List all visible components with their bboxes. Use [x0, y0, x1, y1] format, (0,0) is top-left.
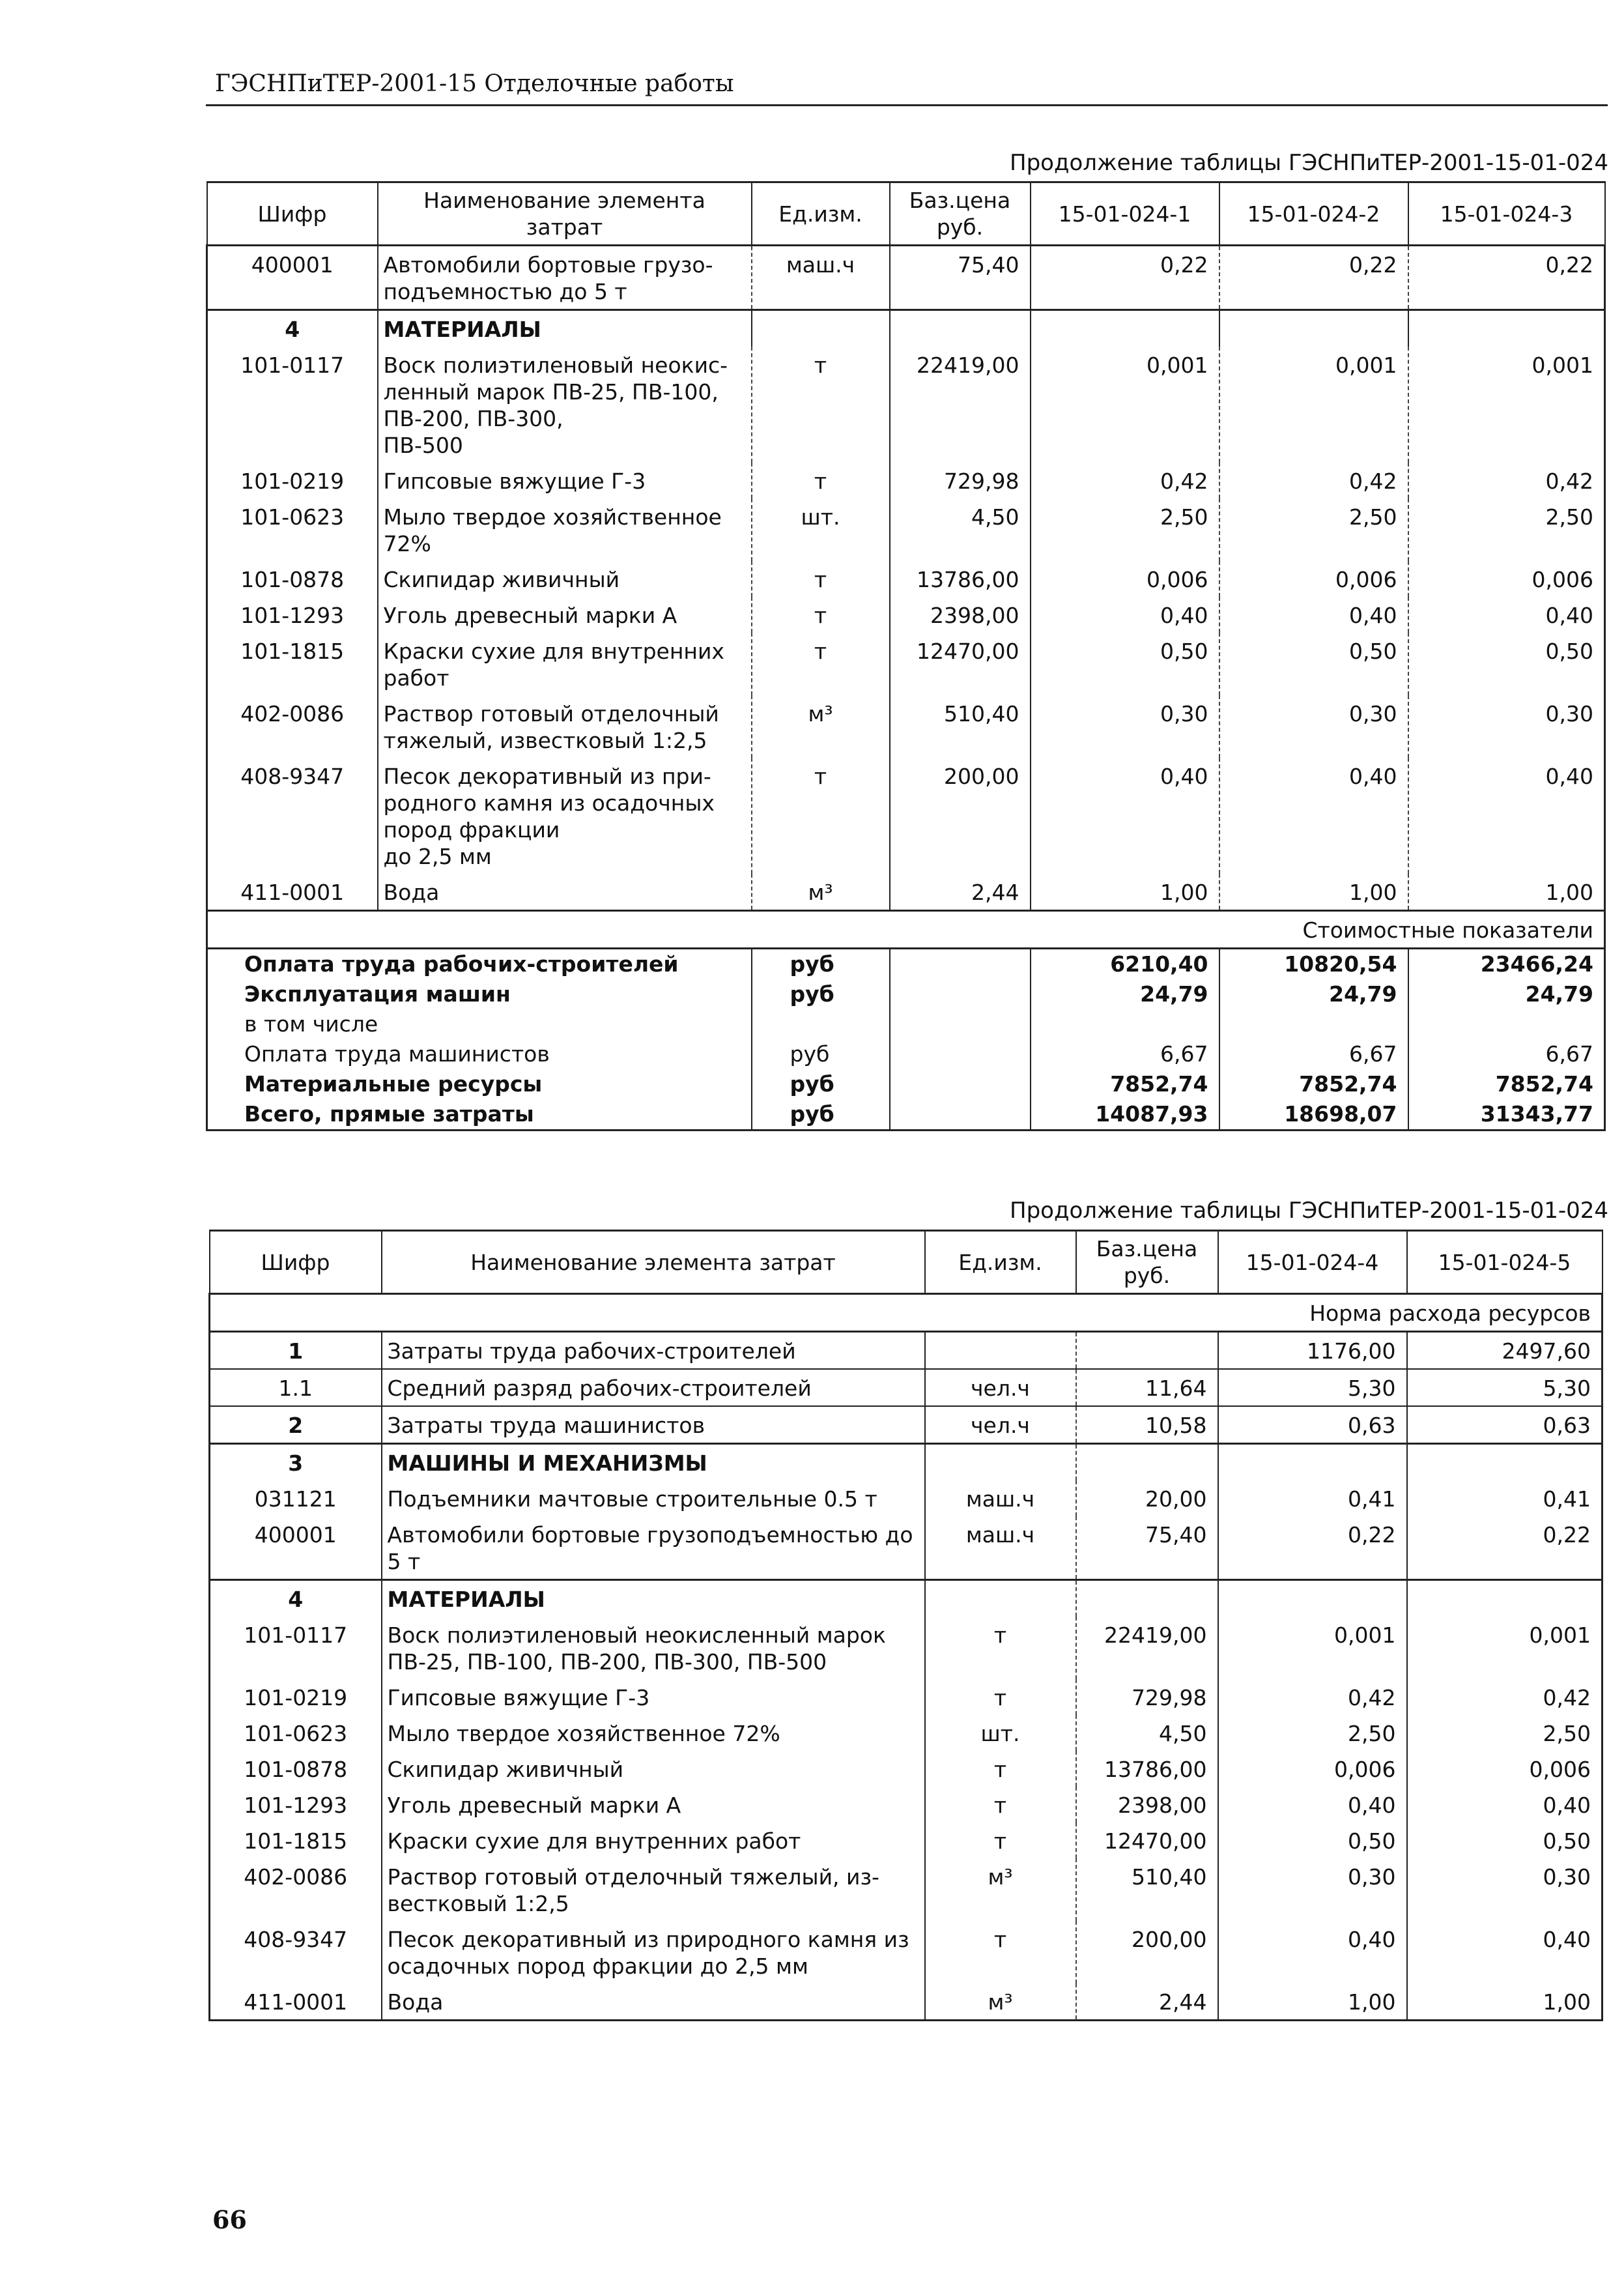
page-number: 66 — [212, 2205, 247, 2234]
resource-name: Уголь древесный марки А — [378, 597, 752, 633]
norm-value-4: 0,40 — [1218, 1921, 1407, 1983]
resource-code: 101-0219 — [210, 1679, 382, 1715]
cost-value-3: 6,67 — [1408, 1039, 1605, 1069]
resource-code: 101-0117 — [207, 347, 378, 463]
resource-unit: т — [752, 597, 890, 633]
header-rule — [206, 104, 1608, 106]
col-header-name: Наименование элемента затрат — [382, 1231, 925, 1294]
norm-value-4: 1,00 — [1218, 1983, 1407, 2021]
resource-unit: маш.ч — [752, 246, 890, 310]
table-row — [210, 1332, 1603, 1370]
table-row — [210, 1369, 1603, 1406]
cost-row — [207, 1099, 1605, 1131]
cost-value-1: 24,79 — [1031, 979, 1219, 1009]
empty-cell — [925, 1580, 1076, 1617]
norm-value-5: 0,40 — [1407, 1921, 1603, 1983]
empty-cell — [890, 1069, 1031, 1099]
table-row — [207, 246, 1605, 310]
resource-unit: м³ — [752, 695, 890, 758]
resource-base-price: 75,40 — [1076, 1516, 1218, 1580]
norm-value-2: 0,30 — [1219, 695, 1408, 758]
resource-base-price: 75,40 — [890, 246, 1031, 310]
resource-base-price: 200,00 — [1076, 1921, 1218, 1983]
cost-value-1: 14087,93 — [1031, 1099, 1219, 1131]
norm-value-2: 2,50 — [1219, 498, 1408, 561]
table1 — [206, 181, 1606, 1131]
norm-value-1: 0,006 — [1031, 561, 1219, 597]
table-row — [207, 347, 1605, 463]
resource-unit: т — [925, 1921, 1076, 1983]
resource-code: 400001 — [207, 246, 378, 310]
table-row — [210, 1480, 1603, 1516]
norm-value-1: 0,30 — [1031, 695, 1219, 758]
running-header: ГЭСНПиТЕР-2001-15 Отделочные работы — [215, 70, 734, 97]
norm-value-1: 0,22 — [1031, 246, 1219, 310]
norm-value-2: 0,40 — [1219, 597, 1408, 633]
resource-base-price: 22419,00 — [890, 347, 1031, 463]
cost-unit: руб — [752, 949, 890, 980]
cost-row — [207, 1039, 1605, 1069]
resource-name: Мыло твердое хозяйственное 72% — [378, 498, 752, 561]
cost-value-2: 6,67 — [1219, 1039, 1408, 1069]
col-header-variant-3: 15-01-024-3 — [1408, 182, 1605, 246]
table-row — [207, 463, 1605, 498]
cost-unit: руб — [752, 1069, 890, 1099]
resource-base-price: 2398,00 — [890, 597, 1031, 633]
norm-value-5: 2,50 — [1407, 1715, 1603, 1751]
norm-value-5: 0,42 — [1407, 1679, 1603, 1715]
table2 — [208, 1230, 1603, 2021]
resource-name: Воск полиэтиленовый неокис- ленный марок ПВ-25, ПВ-100, ПВ-200, ПВ-300, ПВ-500 — [378, 347, 752, 463]
empty-cell — [890, 979, 1031, 1009]
cost-value-1 — [1031, 1009, 1219, 1039]
resource-code: 101-0117 — [210, 1617, 382, 1679]
norm-header-row — [210, 1294, 1603, 1332]
norm-value-5: 0,001 — [1407, 1617, 1603, 1679]
resource-code: 2 — [210, 1406, 382, 1444]
empty-cell — [1408, 310, 1605, 347]
table-row — [207, 633, 1605, 695]
norm-value-1: 0,50 — [1031, 633, 1219, 695]
table-row — [210, 1823, 1603, 1858]
cost-label: Материальные ресурсы — [207, 1069, 752, 1099]
norm-value-2: 1,00 — [1219, 874, 1408, 911]
cost-value-3 — [1408, 1009, 1605, 1039]
resource-name: Воск полиэтиленовый неокисленный марок ПВ-25, ПВ-100, ПВ-200, ПВ-300, ПВ-500 — [382, 1617, 925, 1679]
norm-value-1: 2,50 — [1031, 498, 1219, 561]
norm-value-3: 0,001 — [1408, 347, 1605, 463]
resource-code: 400001 — [210, 1516, 382, 1580]
norm-value-4: 0,001 — [1218, 1617, 1407, 1679]
table-row — [210, 1858, 1603, 1921]
resource-name: Песок декоративный из при- родного камня из осадочных пород фракции до 2,5 мм — [378, 758, 752, 874]
resource-name: МАШИНЫ И МЕХАНИЗМЫ — [382, 1444, 925, 1481]
resource-code: 101-0878 — [207, 561, 378, 597]
resource-code: 3 — [210, 1444, 382, 1481]
resource-name: Мыло твердое хозяйственное 72% — [382, 1715, 925, 1751]
table-row — [207, 695, 1605, 758]
table-row — [210, 1921, 1603, 1983]
resource-name: Средний разряд рабочих-строителей — [382, 1369, 925, 1406]
resource-unit: шт. — [925, 1715, 1076, 1751]
norm-value-1: 0,40 — [1031, 597, 1219, 633]
resource-name: Гипсовые вяжущие Г-3 — [378, 463, 752, 498]
cost-value-3: 31343,77 — [1408, 1099, 1605, 1131]
norm-value-4: 0,50 — [1218, 1823, 1407, 1858]
resource-code: 101-0878 — [210, 1751, 382, 1787]
norm-value-4: 0,30 — [1218, 1858, 1407, 1921]
resource-base-price: 22419,00 — [1076, 1617, 1218, 1679]
norm-value-2: 0,40 — [1219, 758, 1408, 874]
resource-base-price: 2398,00 — [1076, 1787, 1218, 1823]
col-header-price: Баз.цена руб. — [1076, 1231, 1218, 1294]
resource-code: 101-0623 — [207, 498, 378, 561]
table-row — [210, 1751, 1603, 1787]
norm-value-1: 0,42 — [1031, 463, 1219, 498]
cost-indicators-header: Стоимостные показатели — [207, 911, 1605, 949]
table2-continuation-caption: Продолжение таблицы ГЭСНПиТЕР-2001-15-01-024 — [1010, 1198, 1609, 1224]
section-row — [207, 310, 1605, 347]
resource-name: Подъемники мачтовые строительные 0.5 т — [382, 1480, 925, 1516]
resource-code: 411-0001 — [207, 874, 378, 911]
resource-code: 4 — [207, 310, 378, 347]
norm-header: Норма расхода ресурсов — [210, 1294, 1603, 1332]
col-header-variant-2: 15-01-024-2 — [1219, 182, 1408, 246]
resource-name: Уголь древесный марки А — [382, 1787, 925, 1823]
resource-unit: чел.ч — [925, 1369, 1076, 1406]
resource-name: Краски сухие для внутренних работ — [382, 1823, 925, 1858]
norm-value-3: 0,40 — [1408, 597, 1605, 633]
resource-name: Скипидар живичный — [382, 1751, 925, 1787]
resource-name: Затраты труда машинистов — [382, 1406, 925, 1444]
norm-value-4: 0,42 — [1218, 1679, 1407, 1715]
cost-value-3: 24,79 — [1408, 979, 1605, 1009]
norm-value-3: 0,22 — [1408, 246, 1605, 310]
table-row — [207, 498, 1605, 561]
resource-name: Раствор готовый отделочный тяжелый, известковый 1:2,5 — [378, 695, 752, 758]
empty-cell — [890, 1009, 1031, 1039]
resource-base-price: 13786,00 — [890, 561, 1031, 597]
resource-code: 101-1293 — [207, 597, 378, 633]
resource-unit: т — [752, 463, 890, 498]
norm-value-5: 0,22 — [1407, 1516, 1603, 1580]
norm-value-1: 1,00 — [1031, 874, 1219, 911]
resource-base-price — [1076, 1332, 1218, 1370]
resource-name: Гипсовые вяжущие Г-3 — [382, 1679, 925, 1715]
cost-indicators-header-row — [207, 911, 1605, 949]
cost-row — [207, 979, 1605, 1009]
empty-cell — [890, 1039, 1031, 1069]
resource-base-price: 729,98 — [1076, 1679, 1218, 1715]
empty-cell — [890, 310, 1031, 347]
table-row — [210, 1983, 1603, 2021]
resource-code: 408-9347 — [207, 758, 378, 874]
col-header-name: Наименование элемента затрат — [378, 182, 752, 246]
resource-unit: т — [925, 1617, 1076, 1679]
norm-value-5: 0,41 — [1407, 1480, 1603, 1516]
norm-value-4: 0,006 — [1218, 1751, 1407, 1787]
resource-code: 402-0086 — [207, 695, 378, 758]
resource-unit: т — [925, 1787, 1076, 1823]
cost-value-3: 7852,74 — [1408, 1069, 1605, 1099]
norm-value-4: 5,30 — [1218, 1369, 1407, 1406]
resource-unit — [925, 1332, 1076, 1370]
norm-value-3: 0,42 — [1408, 463, 1605, 498]
norm-value-4: 0,63 — [1218, 1406, 1407, 1444]
norm-value-3: 0,006 — [1408, 561, 1605, 597]
resource-base-price: 4,50 — [1076, 1715, 1218, 1751]
norm-value-3: 2,50 — [1408, 498, 1605, 561]
norm-value-4: 0,22 — [1218, 1516, 1407, 1580]
norm-value-4: 1176,00 — [1218, 1332, 1407, 1370]
resource-name: Раствор готовый отделочный тяжелый, из- вестковый 1:2,5 — [382, 1858, 925, 1921]
cost-value-1: 6,67 — [1031, 1039, 1219, 1069]
table-row — [207, 597, 1605, 633]
norm-value-3: 1,00 — [1408, 874, 1605, 911]
resource-code: 4 — [210, 1580, 382, 1617]
table-row — [210, 1617, 1603, 1679]
cost-value-2: 18698,07 — [1219, 1099, 1408, 1131]
norm-value-5: 5,30 — [1407, 1369, 1603, 1406]
cost-value-2: 10820,54 — [1219, 949, 1408, 980]
table-row — [210, 1715, 1603, 1751]
resource-name: Скипидар живичный — [378, 561, 752, 597]
cost-unit: руб — [752, 979, 890, 1009]
empty-cell — [1218, 1580, 1407, 1617]
table1-header-row — [207, 182, 1605, 246]
table-row — [210, 1787, 1603, 1823]
norm-value-2: 0,006 — [1219, 561, 1408, 597]
table2-header-row — [210, 1231, 1603, 1294]
col-header-unit: Ед.изм. — [925, 1231, 1076, 1294]
cost-unit: руб — [752, 1039, 890, 1069]
resource-base-price: 200,00 — [890, 758, 1031, 874]
resource-unit: т — [752, 633, 890, 695]
col-header-variant-4: 15-01-024-4 — [1218, 1231, 1407, 1294]
cost-value-2: 7852,74 — [1219, 1069, 1408, 1099]
resource-unit: м³ — [925, 1858, 1076, 1921]
empty-cell — [1407, 1444, 1603, 1481]
empty-cell — [1076, 1444, 1218, 1481]
resource-name: МАТЕРИАЛЫ — [378, 310, 752, 347]
cost-unit — [752, 1009, 890, 1039]
resource-unit: маш.ч — [925, 1480, 1076, 1516]
cost-label: Оплата труда машинистов — [207, 1039, 752, 1069]
cost-row — [207, 949, 1605, 980]
norm-value-2: 0,42 — [1219, 463, 1408, 498]
empty-cell — [1219, 310, 1408, 347]
cost-unit: руб — [752, 1099, 890, 1131]
empty-cell — [1031, 310, 1219, 347]
resource-base-price: 729,98 — [890, 463, 1031, 498]
resource-code: 101-1815 — [207, 633, 378, 695]
empty-cell — [1218, 1444, 1407, 1481]
norm-value-2: 0,22 — [1219, 246, 1408, 310]
resource-name: Вода — [378, 874, 752, 911]
resource-base-price: 12470,00 — [890, 633, 1031, 695]
norm-value-4: 2,50 — [1218, 1715, 1407, 1751]
empty-cell — [1407, 1580, 1603, 1617]
norm-value-5: 0,50 — [1407, 1823, 1603, 1858]
norm-value-1: 0,001 — [1031, 347, 1219, 463]
resource-base-price: 11,64 — [1076, 1369, 1218, 1406]
resource-code: 1.1 — [210, 1369, 382, 1406]
resource-code: 101-0219 — [207, 463, 378, 498]
table-row — [207, 561, 1605, 597]
norm-value-5: 0,30 — [1407, 1858, 1603, 1921]
col-header-price: Баз.цена руб. — [890, 182, 1031, 246]
table1-continuation-caption: Продолжение таблицы ГЭСНПиТЕР-2001-15-01-024 — [1010, 150, 1609, 176]
norm-value-5: 1,00 — [1407, 1983, 1603, 2021]
resource-unit: м³ — [925, 1983, 1076, 2021]
section-row — [210, 1444, 1603, 1481]
norm-value-5: 0,40 — [1407, 1787, 1603, 1823]
norm-value-3: 0,40 — [1408, 758, 1605, 874]
norm-value-4: 0,41 — [1218, 1480, 1407, 1516]
cost-row — [207, 1009, 1605, 1039]
norm-value-5: 0,006 — [1407, 1751, 1603, 1787]
resource-unit: т — [752, 347, 890, 463]
resource-code: 1 — [210, 1332, 382, 1370]
resource-base-price: 2,44 — [890, 874, 1031, 911]
table-row — [207, 874, 1605, 911]
table-row — [210, 1679, 1603, 1715]
col-header-code: Шифр — [210, 1231, 382, 1294]
norm-value-3: 0,50 — [1408, 633, 1605, 695]
col-header-variant-1: 15-01-024-1 — [1031, 182, 1219, 246]
resource-name: МАТЕРИАЛЫ — [382, 1580, 925, 1617]
resource-base-price: 510,40 — [1076, 1858, 1218, 1921]
resource-name: Краски сухие для внутренних работ — [378, 633, 752, 695]
norm-value-1: 0,40 — [1031, 758, 1219, 874]
resource-base-price: 20,00 — [1076, 1480, 1218, 1516]
resource-unit: шт. — [752, 498, 890, 561]
table-row — [210, 1516, 1603, 1580]
norm-value-5: 2497,60 — [1407, 1332, 1603, 1370]
table-row — [210, 1406, 1603, 1444]
resource-code: 402-0086 — [210, 1858, 382, 1921]
resource-unit: т — [752, 758, 890, 874]
resource-unit: чел.ч — [925, 1406, 1076, 1444]
resource-unit: т — [925, 1751, 1076, 1787]
norm-value-4: 0,40 — [1218, 1787, 1407, 1823]
resource-unit: т — [925, 1679, 1076, 1715]
empty-cell — [752, 310, 890, 347]
cost-row — [207, 1069, 1605, 1099]
resource-code: 031121 — [210, 1480, 382, 1516]
cost-value-3: 23466,24 — [1408, 949, 1605, 980]
resource-code: 411-0001 — [210, 1983, 382, 2021]
resource-code: 101-1815 — [210, 1823, 382, 1858]
empty-cell — [925, 1444, 1076, 1481]
resource-name: Автомобили бортовые грузоподъемностью до 5 т — [382, 1516, 925, 1580]
resource-name: Вода — [382, 1983, 925, 2021]
cost-label: Всего, прямые затраты — [207, 1099, 752, 1131]
norm-value-5: 0,63 — [1407, 1406, 1603, 1444]
empty-cell — [890, 949, 1031, 980]
col-header-variant-5: 15-01-024-5 — [1407, 1231, 1603, 1294]
resource-base-price: 13786,00 — [1076, 1751, 1218, 1787]
resource-base-price: 4,50 — [890, 498, 1031, 561]
resource-base-price: 12470,00 — [1076, 1823, 1218, 1858]
empty-cell — [890, 1099, 1031, 1131]
resource-name: Песок декоративный из природного камня из осадочных пород фракции до 2,5 мм — [382, 1921, 925, 1983]
section-row — [210, 1580, 1603, 1617]
col-header-unit: Ед.изм. — [752, 182, 890, 246]
cost-label: Эксплуатация машин — [207, 979, 752, 1009]
norm-value-3: 0,30 — [1408, 695, 1605, 758]
table-row — [207, 758, 1605, 874]
cost-value-1: 7852,74 — [1031, 1069, 1219, 1099]
resource-code: 408-9347 — [210, 1921, 382, 1983]
resource-unit: т — [752, 561, 890, 597]
resource-base-price: 510,40 — [890, 695, 1031, 758]
resource-base-price: 2,44 — [1076, 1983, 1218, 2021]
norm-value-2: 0,50 — [1219, 633, 1408, 695]
col-header-code: Шифр — [207, 182, 378, 246]
resource-name: Автомобили бортовые грузо- подъемностью до 5 т — [378, 246, 752, 310]
resource-code: 101-0623 — [210, 1715, 382, 1751]
cost-value-2: 24,79 — [1219, 979, 1408, 1009]
cost-label: в том числе — [207, 1009, 752, 1039]
cost-value-1: 6210,40 — [1031, 949, 1219, 980]
empty-cell — [1076, 1580, 1218, 1617]
resource-unit: т — [925, 1823, 1076, 1858]
cost-label: Оплата труда рабочих-строителей — [207, 949, 752, 980]
norm-value-2: 0,001 — [1219, 347, 1408, 463]
resource-name: Затраты труда рабочих-строителей — [382, 1332, 925, 1370]
resource-base-price: 10,58 — [1076, 1406, 1218, 1444]
resource-unit: м³ — [752, 874, 890, 911]
resource-unit: маш.ч — [925, 1516, 1076, 1580]
resource-code: 101-1293 — [210, 1787, 382, 1823]
cost-value-2 — [1219, 1009, 1408, 1039]
